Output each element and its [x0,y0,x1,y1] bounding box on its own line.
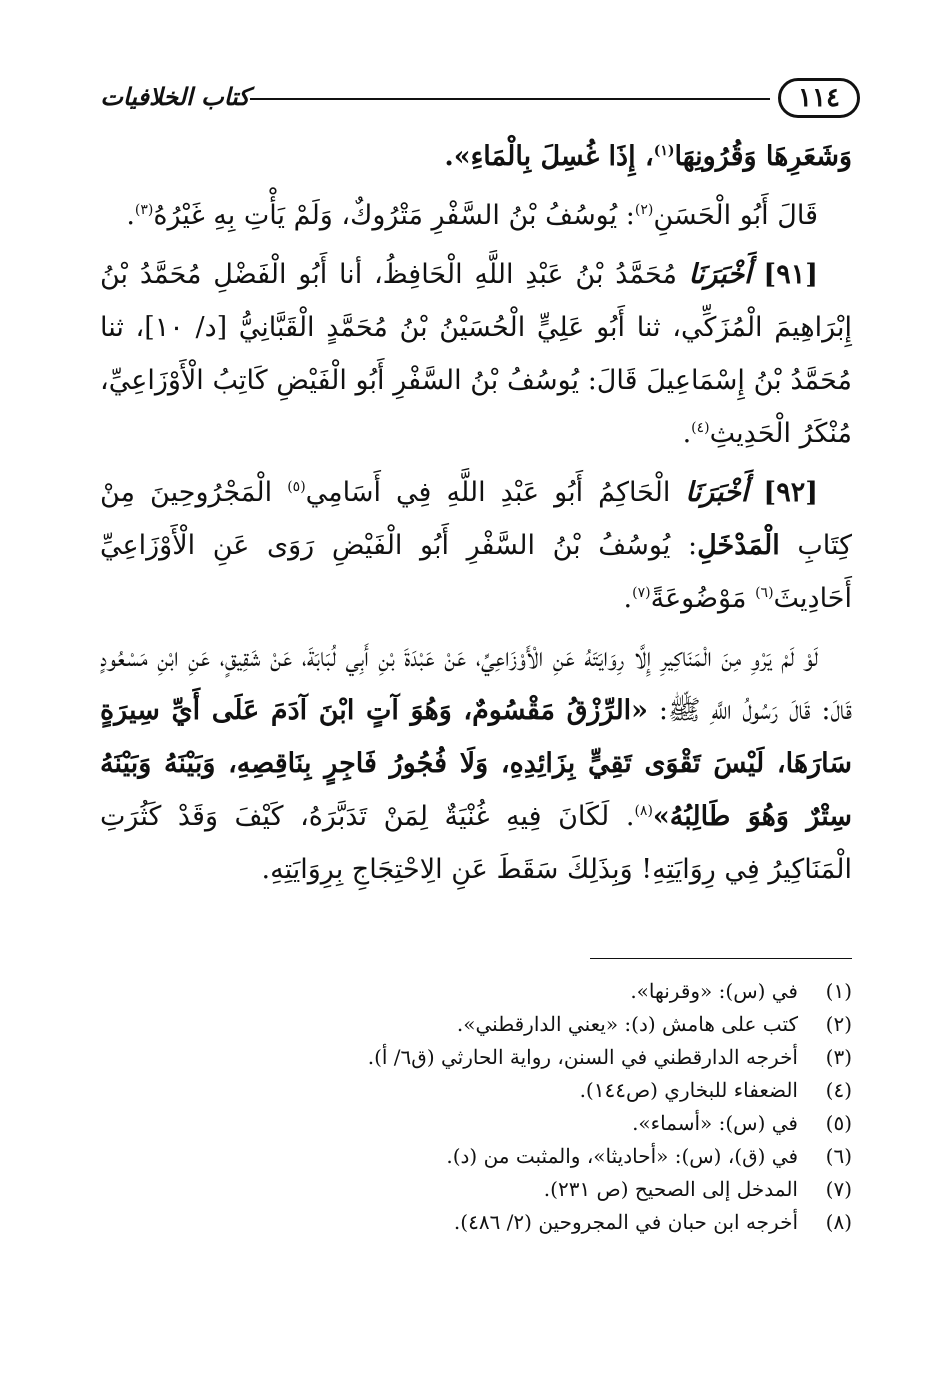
hadith-text: «الرِّزْقُ مَقْسُومٌ، وَهُوَ آتٍ ابْنَ آدَمَ عَلَى أَيِّ سِيرَةٍ سَارَهَا، لَيْسَ تَقْوَى تَقِيٍّ بِزَائِدِهِ، وَلَا فُجُورُ فَاجِرٍ بِنَاقِصِهِ، وَبَيْنَهُ وَبَيْنَهُ سِتْرٌ وَهُوَ طَالِبُهُ» [100,695,852,832]
footnote-text: أخرجه ابن حبان في المجروحين (٢/ ٤٨٦). [453,1210,798,1234]
footnote-number: (٤) [825,1078,852,1102]
footnote-ref: (٤) [691,420,710,436]
page-number-text: ١١٤ [798,83,840,113]
footnote-ref: (٢) [634,202,654,218]
page-header [100,74,860,124]
hadith-number: [٩٢] [763,477,818,508]
footnote-text: في (س): «وقرنها». [630,979,798,1003]
footnote-text: أخرجه الدارقطني في السنن، رواية الحارثي (ق٦/ أ). [367,1045,798,1069]
page-number [778,78,860,118]
paragraph [100,466,852,625]
footnote-item [92,1074,852,1107]
text-run: قَالَ أَبُو الْحَسَنِ [653,200,818,231]
footnote-text: الضعفاء للبخاري (ص١٤٤). [579,1078,798,1102]
header-rule [250,98,770,100]
text-run: . [682,418,692,449]
paragraph [100,130,852,183]
footnote-ref: (٥) [287,479,306,495]
footnote-number: (٢) [825,1012,852,1036]
text-run: ، إِذَا غُسِلَ بِالْمَاءِ». [444,141,654,172]
footnote-number: (٥) [825,1111,852,1135]
footnote-item [92,1107,852,1140]
footnote-item [92,975,852,1008]
footnote-ref: (٦) [755,585,774,601]
paragraph [100,631,852,896]
akhbarana-word: أَخْبَرَنَا [688,259,752,290]
footnote-item [92,1173,852,1206]
text-run: . لَكَانَ فِيهِ غُنْيَةٌ لِمَنْ تَدَبَّرَهُ، كَيْفَ وَقَدْ كَثُرَتِ الْمَنَاكِيرُ فِي رِوَايَتِهِ! وَبِذَلِكَ سَقَطَ عَنِ الِاحْتِجَاجِ بِرِوَايَتِهِ. [100,801,852,885]
footnote-item [92,1206,852,1239]
footnote-item [92,1140,852,1173]
text-run: الْحَاكِمُ أَبُو عَبْدِ اللَّهِ فِي أَسَامِي [305,477,671,508]
footnote-ref: (٨) [634,803,653,819]
text-run: وَشَعَرِهَا وَقُرُونِهَا [674,141,852,172]
footnote-number: (٨) [825,1210,852,1234]
footnote-text: المدخل إلى الصحيح (ص ٢٣١). [543,1177,798,1201]
text-run: الْمَجْرُوحِينَ مِنْ كِتَابِ [100,477,852,561]
footnote-ref: (٣) [134,202,154,218]
akhbarana-word: أَخْبَرَنَا [685,477,749,508]
main-text [100,130,852,896]
book-title: كتاب الخلافيات [100,82,250,111]
footnote-number: (٣) [825,1045,852,1069]
footnote-ref: (٧) [632,585,651,601]
footnote-ref: (١) [653,143,675,159]
text-run: . [126,200,135,231]
text-run: : يُوسُفُ بْنُ السَّفْرِ أَبُو الْفَيْضِ رَوَى عَنِ الْأَوْزَاعِيِّ أَحَادِيثَ [100,530,852,614]
footnote-number: (٧) [825,1177,852,1201]
footnote-item [92,1008,852,1041]
footnote-separator [590,958,852,959]
text-run: لَوْ لَمْ يَرْوِ مِنَ الْمَنَاكِيرِ إِلَّا رِوَايَتَهُ عَنِ الْأَوْزَاعِيِّ، عَنْ عَبْدَةَ بْنِ أَبِي لُبَابَةَ، عَنْ شَقِيقٍ، عَنِ ابْنِ مَسْعُودٍ قَالَ: قَالَ رَسُولُ اللَّهِ ﷺ: [100,642,852,726]
footnote-number: (٦) [825,1144,852,1168]
footnotes-list [92,975,852,1239]
footnote-text: كتب على هامش (د): «يعني الدارقطني». [456,1012,798,1036]
text-run: مُحَمَّدُ بْنُ عَبْدِ اللَّهِ الْحَافِظُ، أنا أَبُو الْفَضْلِ مُحَمَّدُ بْنُ إِبْرَاهِيمَ الْمُزَكِّي، ثنا أَبُو عَلِيٍّ الْحُسَيْنُ بْنُ مُحَمَّدٍ الْقَبَّانِيُّ [د/ ١٠]، ثنا مُحَمَّدُ بْنُ إِسْمَاعِيلَ قَالَ: يُوسُفُ بْنُ السَّفْرِ أَبُو الْفَيْضِ كَاتِبُ الْأَوْزَاعِيِّ، مُنْكَرُ الْحَدِيثِ [100,259,852,449]
text-run: : يُوسُفُ بْنُ السَّفْرِ مَتْرُوكٌ، وَلَمْ يَأْتِ بِهِ غَيْرُهُ [153,200,635,231]
text-run: الْمَدْخَلِ [697,530,780,561]
text-run: . [623,583,633,614]
paragraph [100,248,852,460]
text-run: مَوْضُوعَةً [650,583,747,614]
paragraph [100,189,852,242]
footnote-text: في (س): «أسماء». [632,1111,798,1135]
footnote-item [92,1041,852,1074]
hadith-number: [٩١] [763,259,818,290]
footnote-number: (١) [825,979,852,1003]
footnote-text: في (ق)، (س): «أحاديثا»، والمثبت من (د). [446,1144,798,1168]
